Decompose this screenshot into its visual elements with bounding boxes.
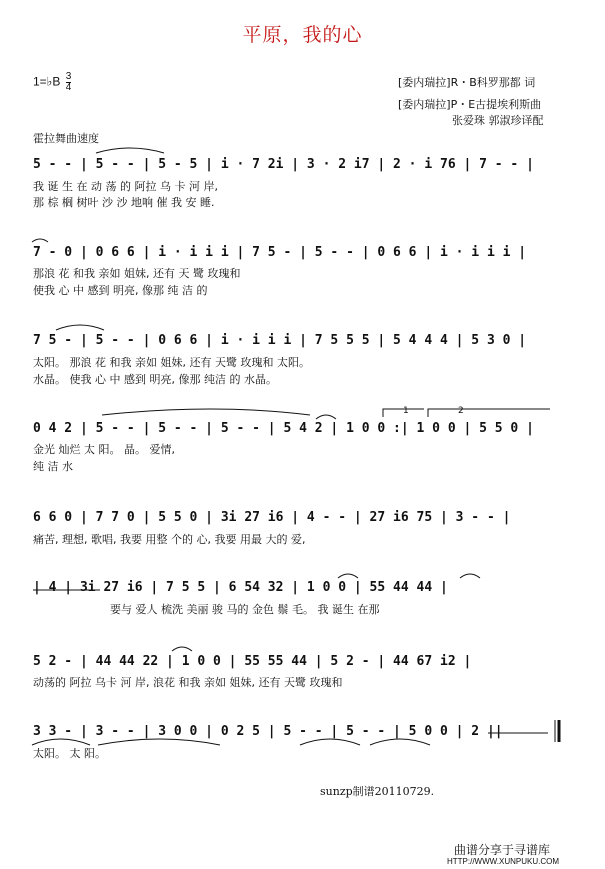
lyric-row-6: 要与 爱人 梳洗 美丽 骏 马的 金色 鬃 毛。 我 诞生 在那 (110, 603, 380, 616)
tie-arc (32, 239, 48, 242)
notation-row-4: 0 4 2 | 5 - - | 5 - - | 5 - - | 5 4 2 | 1 0 0 :| 1 0 0 | 5 5 0 | (33, 421, 534, 436)
watermark-url: HTTP://WWW.XUNPUKU.COM (447, 857, 559, 866)
notation-row-1: 5 - - | 5 - - | 5 - 5 | i · 7 2i | 3 · 2 i7 | 2 · i 76 | 7 - - | (33, 157, 534, 172)
tie-arc (96, 148, 164, 153)
volta-2-label: 2 (458, 406, 464, 416)
lyric-row-4-verse-1: 金光 灿烂 太 阳。 晶。 爱情, (33, 443, 175, 456)
volta-1-label: 1 (403, 406, 409, 416)
lyric-row-8: 太阳。 太 阳。 (33, 747, 106, 760)
lyric-row-2-verse-2: 使我 心 中 感到 明亮, 像那 纯 洁 的 (33, 284, 208, 297)
tie-arc (56, 325, 104, 330)
translator-credit: 张爱珠 郭淑珍译配 (452, 114, 544, 127)
lyric-row-7: 动荡的 阿拉 乌卡 河 岸, 浪花 和我 亲如 姐妹, 还有 天鹭 玫瑰和 (33, 676, 343, 689)
tie-arc (370, 739, 430, 745)
transcriber-signature: sunzp制谱20110729. (320, 785, 435, 798)
lyric-row-1-verse-1: 我 诞 生 在 动 荡 的 阿拉 乌 卡 河 岸, (33, 180, 218, 193)
notation-row-7: 5 2 - | 44 44 22 | 1 0 0 | 55 55 44 | 5 2 - | 44 67 i2 | (33, 654, 472, 669)
tie-arc (460, 574, 480, 578)
tie-arc (316, 415, 336, 419)
time-bottom: 4 (65, 82, 72, 93)
lyric-row-1-verse-2: 那 棕 榈 树叶 沙 沙 地响 催 我 安 睡. (33, 196, 215, 209)
lyric-row-5: 痛苦, 理想, 歌唱, 我要 用整 个的 心, 我要 用最 大的 爱, (33, 533, 306, 546)
lyric-row-4-verse-2: 纯 洁 水 (33, 460, 73, 473)
notation-row-5: 6 6 0 | 7 7 0 | 5 5 0 | 3i 27 i6 | 4 - - | 27 i6 75 | 3 - - | (33, 510, 511, 525)
lyric-row-3-verse-2: 水晶。 使我 心 中 感到 明亮, 像那 纯洁 的 水晶。 (33, 373, 277, 386)
tie-arc (98, 739, 220, 745)
time-top: 3 (65, 71, 72, 82)
lyricist-credit: [委内瑞拉]R・B科罗那都 词 (398, 76, 536, 89)
song-title: 平原，我的心 (242, 24, 363, 46)
volta-bracket-2 (428, 409, 550, 417)
notation-row-6: | 4 | 3i 27 i6 | 7 5 5 | 6 54 32 | 1 0 0 | 55 44 44 | (33, 580, 448, 595)
tie-arc (300, 739, 360, 745)
tie-arc (102, 409, 310, 415)
composer-credit: [委内瑞拉]P・E古提埃利斯曲 (398, 98, 542, 111)
watermark-text: 曲谱分享于寻谱库 (454, 843, 551, 857)
tempo-marking: 霍拉舞曲速度 (33, 132, 99, 145)
notation-row-2: 7 - 0 | 0 6 6 | i · i i i | 7 5 - | 5 - - | 0 6 6 | i · i i i | (33, 245, 527, 260)
tie-arc (338, 574, 358, 578)
key-label: 1=♭B (33, 74, 61, 89)
lyric-row-2-verse-1: 那浪 花 和我 亲如 姐妹, 还有 天 鹭 玫瑰和 (33, 267, 241, 280)
notation-row-8: 3 3 - | 3 - - | 3 0 0 | 0 2 5 | 5 - - | 5 - - | 5 0 0 | 2 || (33, 724, 503, 739)
lyric-row-3-verse-1: 太阳。 那浪 花 和我 亲如 姐妹, 还有 天鹭 玫瑰和 太阳。 (33, 356, 310, 369)
tie-arc (172, 647, 192, 651)
notation-row-3: 7 5 - | 5 - - | 0 6 6 | i · i i i | 7 5 5 5 | 5 4 4 4 | 5 3 0 | (33, 333, 527, 348)
